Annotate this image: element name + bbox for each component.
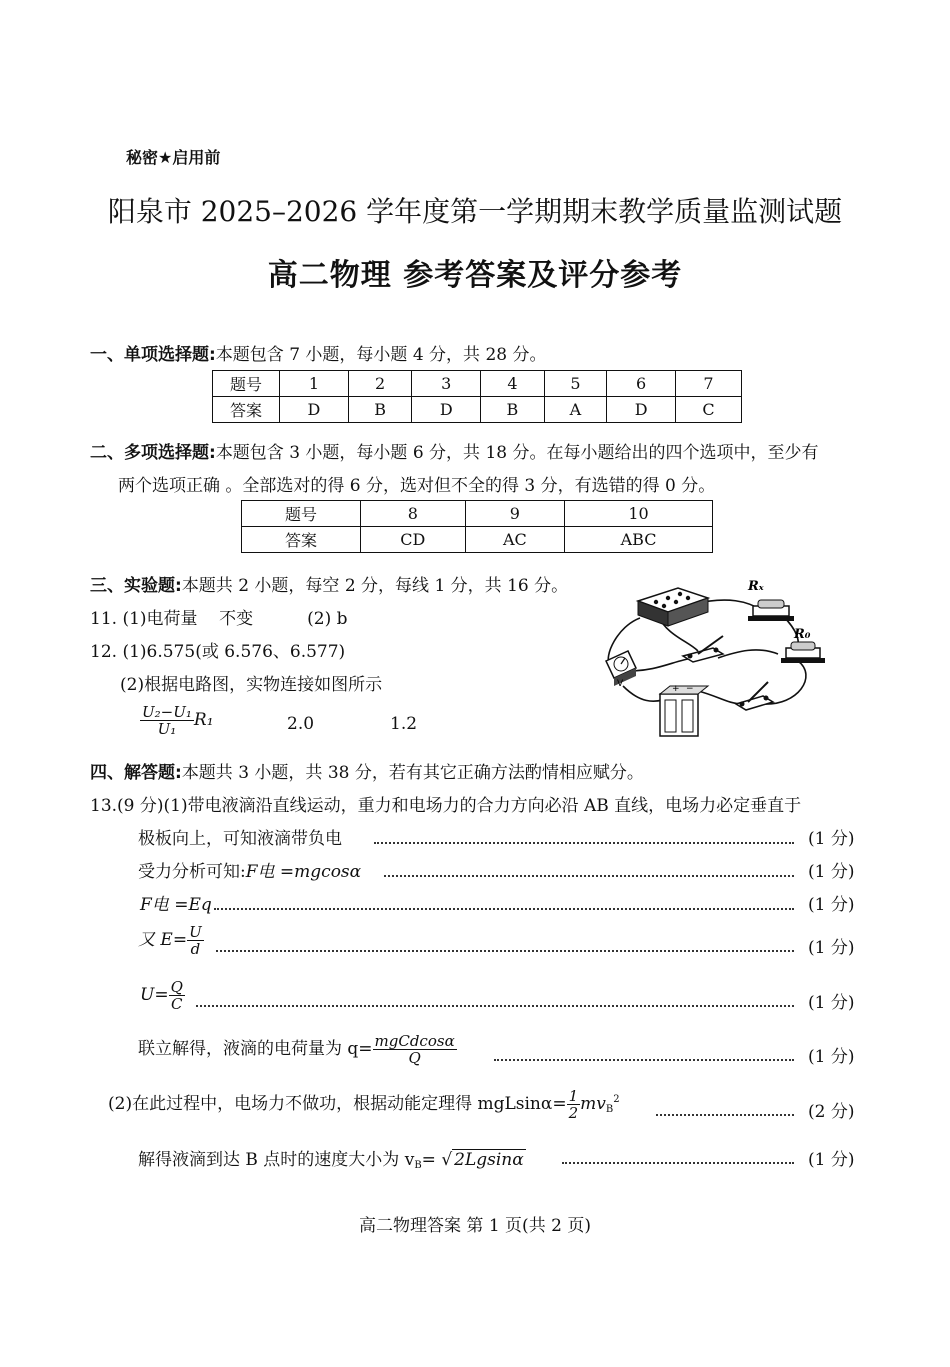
leader-dots bbox=[494, 1059, 794, 1061]
step-text: (2)在此过程中，电场力不做功，根据动能定理得 mgLsinα= bbox=[108, 1094, 567, 1114]
equation: mv bbox=[580, 1094, 606, 1114]
table-cell: ABC bbox=[565, 527, 713, 553]
fraction bbox=[187, 924, 204, 957]
section4-heading: 四、解答题: bbox=[90, 763, 182, 783]
svg-text:−: − bbox=[686, 684, 694, 694]
table-cell: 7 bbox=[676, 371, 742, 397]
leader-dots bbox=[214, 908, 794, 910]
resistance-box-icon bbox=[638, 588, 708, 626]
fraction-denominator: C bbox=[170, 995, 183, 1013]
fraction-denominator: U₁ bbox=[157, 720, 177, 738]
table-cell: C bbox=[676, 397, 742, 423]
wire bbox=[718, 650, 778, 658]
score: (1 分) bbox=[808, 1047, 855, 1067]
section2-text: 本题包含 3 小题，每小题 6 分，共 18 分。在每小题给出的四个选项中，至少有 bbox=[215, 443, 819, 463]
voltmeter-label: V bbox=[617, 679, 624, 689]
subscript: B bbox=[414, 1160, 422, 1171]
q13-step5 bbox=[140, 979, 185, 1012]
q12-part1: 12. (1)6.575(或 6.576、6.577) bbox=[90, 642, 346, 662]
q13-step1: 极板向上，可知液滴带负电 bbox=[138, 829, 342, 849]
section2-table bbox=[241, 500, 713, 553]
q13-step3: F电 =Eq bbox=[140, 895, 212, 915]
label-r0: R₀ bbox=[794, 627, 811, 642]
table-cell: 答案 bbox=[242, 527, 361, 553]
table-row bbox=[242, 527, 713, 553]
confidential-label: 秘密★启用前 bbox=[126, 148, 221, 167]
step-text: 受力分析可知: bbox=[138, 862, 246, 882]
table-cell: D bbox=[607, 397, 676, 423]
q13-step4 bbox=[138, 924, 204, 957]
leader-dots bbox=[216, 950, 794, 952]
resistor-rx-icon bbox=[748, 600, 794, 621]
fraction bbox=[567, 1088, 581, 1121]
switch-icon bbox=[683, 636, 723, 662]
battery-icon bbox=[660, 684, 708, 736]
fraction-numerator: U bbox=[189, 923, 202, 941]
score: (1 分) bbox=[808, 1150, 855, 1170]
fraction bbox=[373, 1033, 457, 1066]
step-text: 联立解得，液滴的电荷量为 q= bbox=[138, 1039, 373, 1059]
q13-step6 bbox=[138, 1033, 457, 1066]
table-cell: 5 bbox=[544, 371, 607, 397]
table-cell: 题号 bbox=[242, 501, 361, 527]
page-subtitle: 高二物理 参考答案及评分参考 bbox=[267, 258, 683, 293]
q13-part2 bbox=[108, 1088, 620, 1121]
wire bbox=[763, 661, 806, 704]
svg-text:+: + bbox=[672, 684, 680, 694]
page-footer: 高二物理答案 第 1 页(共 2 页) bbox=[359, 1216, 591, 1236]
section3-line bbox=[90, 571, 568, 596]
table-cell: A bbox=[544, 397, 607, 423]
resistor-r0-icon bbox=[781, 642, 825, 663]
table-cell: B bbox=[348, 397, 412, 423]
section3-text: 本题共 2 小题，每空 2 分，每线 1 分，共 16 分。 bbox=[181, 576, 569, 596]
radicand: 2Lgsinα bbox=[454, 1150, 524, 1170]
section4-text: 本题共 3 小题，共 38 分，若有其它正确方法酌情相应赋分。 bbox=[181, 763, 644, 783]
section1-text: 本题包含 7 小题，每小题 4 分，共 28 分。 bbox=[215, 345, 547, 365]
q12-formula bbox=[140, 704, 214, 737]
section1-line bbox=[90, 340, 547, 365]
table-row bbox=[213, 371, 742, 397]
table-cell: D bbox=[280, 397, 349, 423]
table-cell: 4 bbox=[481, 371, 545, 397]
score: (1 分) bbox=[808, 938, 855, 958]
step-text: 解得液滴到达 B 点时的速度大小为 v bbox=[138, 1150, 415, 1170]
equation-prefix: U= bbox=[140, 985, 169, 1005]
table-cell: 题号 bbox=[213, 371, 280, 397]
table-row bbox=[213, 397, 742, 423]
q13-result bbox=[138, 1145, 526, 1171]
superscript: 2 bbox=[613, 1094, 620, 1105]
leader-dots bbox=[656, 1114, 794, 1116]
section4-line bbox=[90, 758, 644, 783]
subscript: B bbox=[605, 1104, 614, 1115]
fraction-denominator: Q bbox=[408, 1049, 421, 1067]
fraction-numerator: 1 bbox=[568, 1087, 579, 1105]
wire bbox=[628, 658, 693, 671]
section2-line bbox=[90, 438, 819, 463]
table-cell: 3 bbox=[412, 371, 481, 397]
table-cell: B bbox=[481, 397, 545, 423]
table-cell: 8 bbox=[361, 501, 466, 527]
q12-part2: (2)根据电路图，实物连接如图所示 bbox=[120, 675, 383, 695]
q13-intro: 13.(9 分)(1)带电液滴沿直线运动，重力和电场力的合力方向必沿 AB 直线，电场力必定垂直于 bbox=[90, 796, 802, 816]
equation-prefix: 又 E= bbox=[138, 930, 188, 950]
leader-dots bbox=[196, 1005, 794, 1007]
table-cell: 9 bbox=[465, 501, 564, 527]
fraction-numerator: mgCdcosα bbox=[374, 1032, 455, 1050]
table-cell: 6 bbox=[607, 371, 676, 397]
table-cell: AC bbox=[465, 527, 564, 553]
fraction bbox=[140, 704, 194, 737]
score: (1 分) bbox=[808, 862, 855, 882]
section3-heading: 三、实验题: bbox=[90, 576, 182, 596]
formula-tail: R₁ bbox=[193, 710, 214, 730]
section2-heading: 二、多项选择题: bbox=[90, 443, 216, 463]
exam-title: 阳泉市 2025–2026 学年度第一学期期末教学质量监测试题 bbox=[107, 195, 843, 228]
fraction-denominator: d bbox=[190, 940, 201, 958]
circuit-diagram bbox=[598, 576, 828, 746]
equation: = √ bbox=[421, 1150, 453, 1170]
fraction-numerator: U₂−U₁ bbox=[142, 703, 192, 721]
score: (1 分) bbox=[808, 993, 855, 1013]
section1-table bbox=[212, 370, 742, 423]
q11-answer: 11. (1)电荷量 不变 (2) b bbox=[90, 609, 348, 629]
score: (1 分) bbox=[808, 829, 855, 849]
score: (2 分) bbox=[808, 1102, 855, 1122]
table-cell: CD bbox=[361, 527, 466, 553]
fraction-numerator: Q bbox=[170, 978, 183, 996]
label-rx: Rₓ bbox=[748, 579, 764, 594]
section1-heading: 一、单项选择题: bbox=[90, 345, 216, 365]
table-cell: 答案 bbox=[213, 397, 280, 423]
switch-icon bbox=[736, 682, 773, 710]
fraction bbox=[169, 979, 185, 1012]
table-cell: D bbox=[412, 397, 481, 423]
table-cell: 10 bbox=[565, 501, 713, 527]
leader-dots bbox=[374, 842, 794, 844]
q12-value-1: 2.0 bbox=[287, 714, 315, 734]
fraction-denominator: 2 bbox=[568, 1104, 579, 1122]
leader-dots bbox=[562, 1162, 794, 1164]
table-cell: 2 bbox=[348, 371, 412, 397]
q12-value-2: 1.2 bbox=[390, 714, 418, 734]
section2-text2: 两个选项正确 。全部选对的得 6 分，选对但不全的得 3 分，有选错的得 0 分。 bbox=[118, 476, 716, 496]
leader-dots bbox=[384, 875, 794, 877]
equation: F电 =mgcosα bbox=[245, 862, 362, 882]
table-cell: 1 bbox=[280, 371, 349, 397]
wire bbox=[698, 691, 743, 704]
table-row bbox=[242, 501, 713, 527]
q13-step2 bbox=[138, 857, 361, 882]
score: (1 分) bbox=[808, 895, 855, 915]
